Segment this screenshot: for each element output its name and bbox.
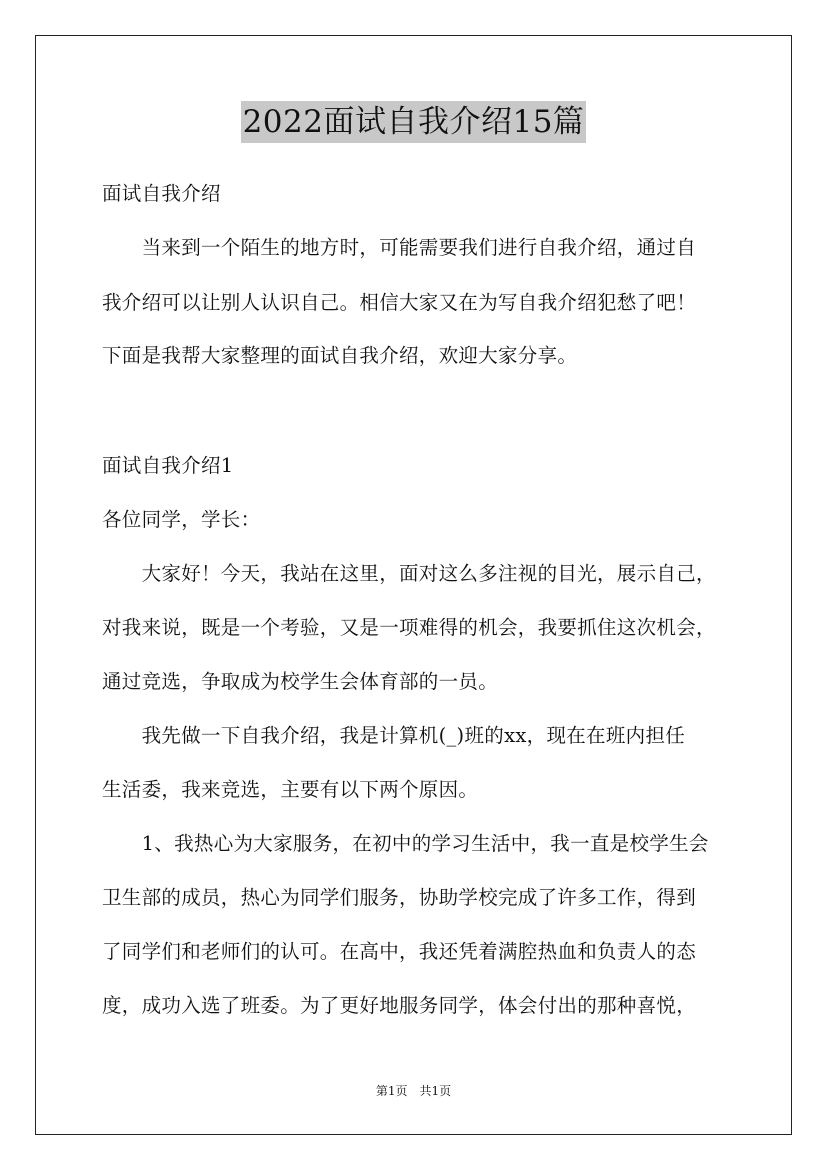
document-title: 2022面试自我介绍15篇: [241, 101, 587, 143]
body-line: 了同学们和老师们的认可。在高中，我还凭着满腔热血和负责人的态: [102, 940, 697, 963]
section-heading: 面试自我介绍1: [102, 454, 234, 477]
body-line: 当来到一个陌生的地方时，可能需要我们进行自我介绍，通过自: [102, 236, 697, 259]
section-heading: 面试自我介绍: [102, 182, 221, 205]
body-line: 卫生部的成员，热心为同学们服务，协助学校完成了许多工作，得到: [102, 886, 697, 909]
body-line: 大家好！今天，我站在这里，面对这么多注视的目光，展示自己，: [102, 562, 716, 585]
body-line: 度，成功入选了班委。为了更好地服务同学，体会付出的那种喜悦，: [102, 994, 697, 1017]
body-line: 对我来说，既是一个考验，又是一项难得的机会，我要抓住这次机会，: [102, 616, 716, 639]
body-line: 通过竞选，争取成为校学生会体育部的一员。: [102, 670, 499, 693]
salutation: 各位同学，学长：: [102, 508, 261, 531]
body-line: 1、我热心为大家服务，在初中的学习生活中，我一直是校学生会: [102, 832, 709, 855]
body-line: 生活委，我来竞选，主要有以下两个原因。: [102, 778, 479, 801]
page-footer: 第1页 共1页: [375, 1084, 452, 1098]
body-line: 下面是我帮大家整理的面试自我介绍，欢迎大家分享。: [102, 344, 578, 367]
body-line: 我介绍可以让别人认识自己。相信大家又在为写自我介绍犯愁了吧！: [102, 291, 697, 314]
body-line: 我先做一下自我介绍，我是计算机(_)班的xx，现在在班内担任: [102, 724, 686, 747]
title-container: [0, 101, 827, 143]
